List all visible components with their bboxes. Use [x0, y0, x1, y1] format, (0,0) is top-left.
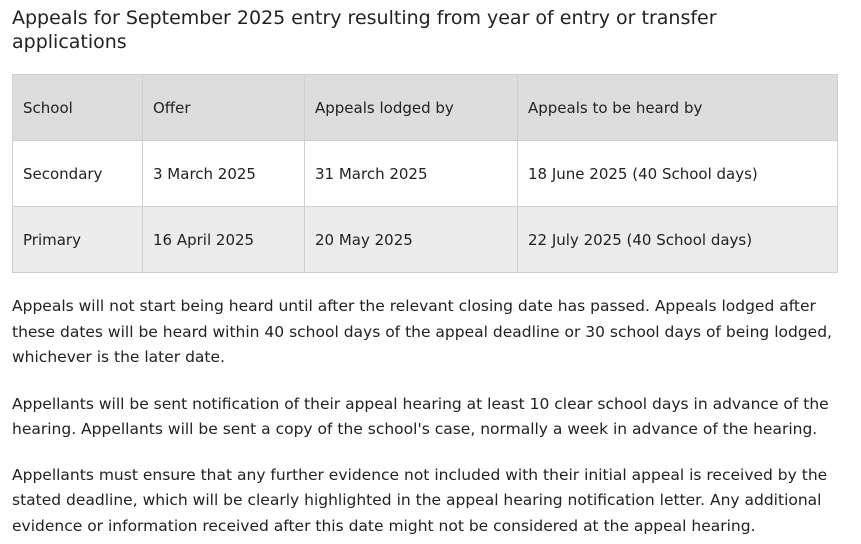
header-appeals-lodged-by: Appeals lodged by: [305, 75, 518, 141]
cell-offer: 3 March 2025: [143, 141, 305, 207]
paragraph-evidence: Appellants must ensure that any further evidence not included with their initial appeal is received by the stated deadline, which will be clearly highlighted in the appeal hearing notification letter. Any additional evidence or information received after this date might not be considered at the appeal hearing.: [12, 465, 828, 535]
cell-offer: 16 April 2025: [143, 207, 305, 273]
table-row: [13, 207, 838, 273]
appeals-table: [12, 74, 838, 273]
cell-appeals-heard-by: 18 June 2025 (40 School days): [518, 141, 838, 207]
page-heading: Appeals for September 2025 entry resulting from year of entry or transfer applications: [12, 7, 717, 53]
header-offer: Offer: [143, 75, 305, 141]
cell-school: Primary: [13, 207, 143, 273]
table-header-row: [13, 75, 838, 141]
cell-school: Secondary: [13, 141, 143, 207]
paragraph-closing-date: Appeals will not start being heard until after the relevant closing date has passed. Appeals lodged after these dates will be heard within 40 school days of the appeal deadline or 30 school days of being lodged, whichever is the later date.: [12, 297, 832, 366]
paragraph-notification: Appellants will be sent notification of their appeal hearing at least 10 clear school days in advance of the hearing. Appellants will be sent a copy of the school's case, normally a week in advance of the hearing.: [12, 394, 829, 438]
cell-appeals-heard-by: 22 July 2025 (40 School days): [518, 207, 838, 273]
cell-appeals-lodged-by: 20 May 2025: [305, 207, 518, 273]
header-school: School: [13, 75, 143, 141]
header-appeals-heard-by: Appeals to be heard by: [518, 75, 838, 141]
table-row: [13, 141, 838, 207]
cell-appeals-lodged-by: 31 March 2025: [305, 141, 518, 207]
